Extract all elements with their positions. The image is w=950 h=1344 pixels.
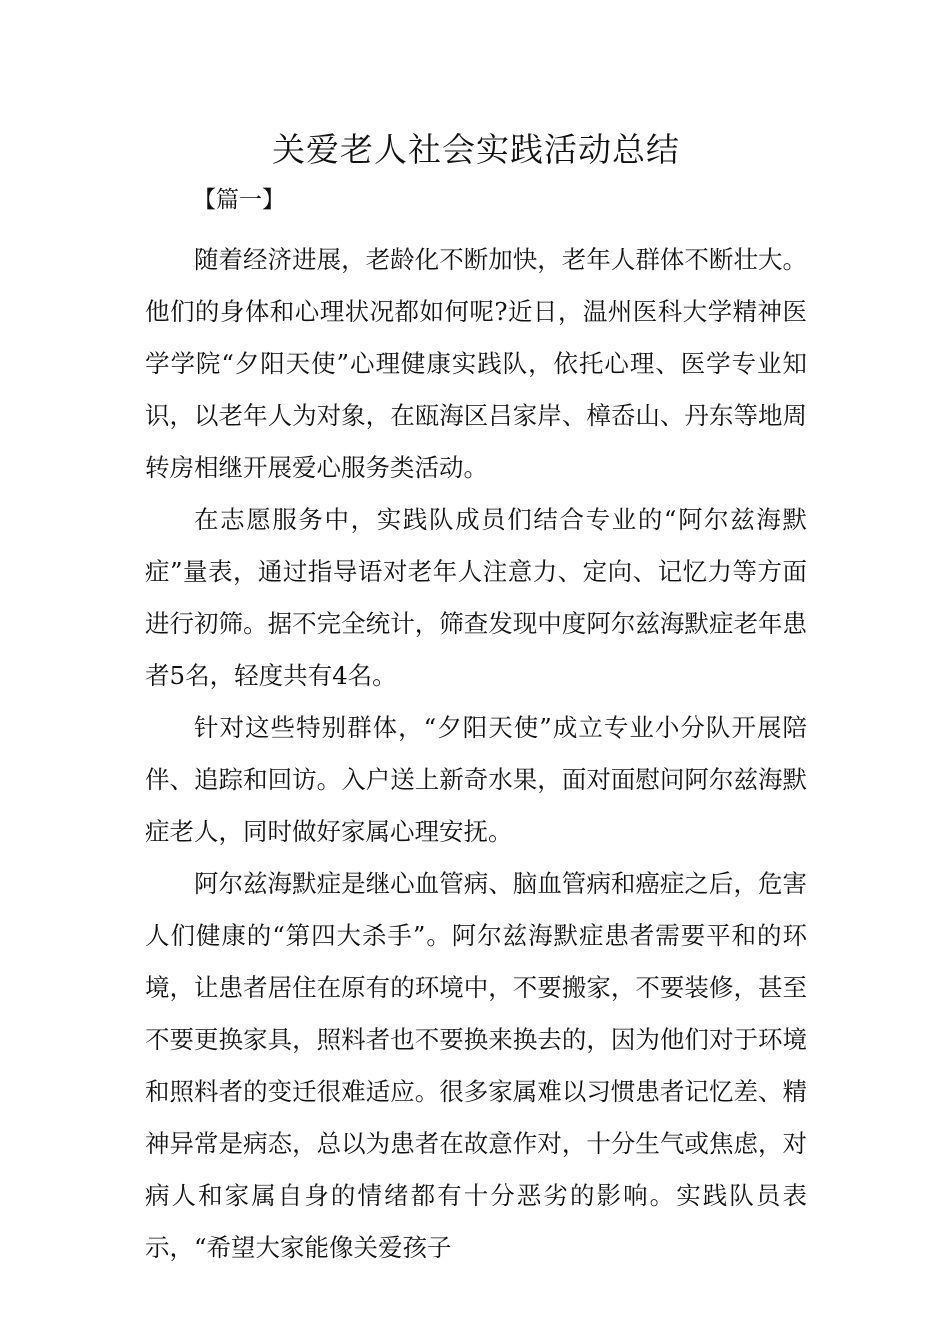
section-label: 【篇一】 [193,187,285,213]
paragraph-4: 阿尔兹海默症是继心血管病、脑血管病和癌症之后，危害人们健康的“第四大杀手”。阿尔兹海默症患者需要平和的环境，让患者居住在原有的环境中，不要搬家，不要装修，甚至不要更换家具，照料者也不要换来换去的，因为他们对于环境和照料者的变迁很难适应。很多家属难以习惯患者记忆差、精神异常是病态，总以为患者在故意作对，十分生气或焦虑，对病人和家属自身的情绪都有十分恶劣的影响。实践队员表示，“希望大家能像关爱孩子 [145,869,807,1262]
document-page [145,120,807,1274]
document-body [145,234,807,1274]
paragraph-3: 针对这些特别群体，“夕阳天使”成立专业小分队开展陪伴、追踪和回访。入户送上新奇水果，面对面慰问阿尔兹海默症老人，同时做好家属心理安抚。 [145,713,807,846]
document-title: 关爱老人社会实践活动总结 [272,130,680,169]
paragraph-2: 在志愿服务中，实践队成员们结合专业的“阿尔兹海默症”量表，通过指导语对老年人注意力、定向、记忆力等方面进行初筛。据不完全统计，筛查发现中度阿尔兹海默症老年患者5名，轻度共有4名。 [145,505,807,690]
paragraph-1: 随着经济进展，老龄化不断加快，老年人群体不断壮大。他们的身体和心理状况都如何呢?近日，温州医科大学精神医学学院“夕阳天使”心理健康实践队，依托心理、医学专业知识，以老年人为对象，在瓯海区吕家岸、樟岙山、丹东等地周转房相继开展爱心服务类活动。 [145,245,807,482]
